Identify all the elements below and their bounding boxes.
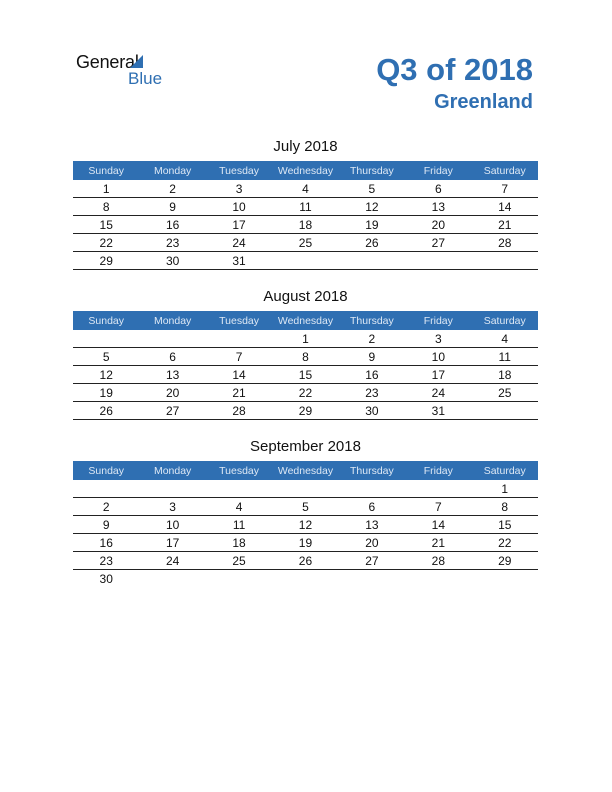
day-cell: 21 (431, 535, 445, 550)
month-title: July 2018 (273, 138, 338, 155)
week-row (73, 534, 538, 552)
brand-logo (76, 52, 176, 88)
day-cell: 3 (434, 331, 442, 346)
day-cell: 23 (365, 385, 379, 400)
day-cell: 1 (102, 181, 110, 196)
day-cell: 27 (431, 235, 445, 250)
day-cell: 25 (298, 235, 313, 250)
weekday-label: Sunday (88, 164, 125, 177)
week-row (73, 552, 538, 570)
week-row (73, 330, 538, 348)
logo-text-blue: Blue (128, 69, 163, 88)
weekday-label: Wednesday (277, 314, 334, 327)
day-cell: 26 (99, 403, 113, 418)
day-cell: 28 (498, 235, 512, 250)
day-cell: 16 (165, 217, 180, 232)
week-row (73, 402, 538, 420)
day-cell: 27 (165, 403, 180, 418)
day-cell: 14 (232, 367, 246, 382)
day-cell: 29 (498, 553, 512, 568)
day-cell: 18 (232, 535, 246, 550)
day-cell: 6 (169, 349, 176, 364)
day-cell: 7 (235, 349, 243, 364)
weekday-label: Tuesday (219, 314, 259, 327)
day-cell: 14 (498, 199, 512, 214)
weekday-label: Sunday (88, 314, 125, 327)
day-cell: 2 (169, 181, 176, 196)
day-cell: 15 (99, 217, 113, 232)
day-cell: 6 (434, 181, 442, 196)
day-cell: 26 (298, 553, 313, 568)
day-cell: 5 (302, 499, 309, 514)
day-cell: 13 (165, 367, 180, 382)
day-cell: 23 (165, 235, 180, 250)
weekday-label: Tuesday (219, 464, 259, 477)
week-row (73, 198, 538, 216)
week-row (73, 234, 538, 252)
month-calendar-july (73, 139, 538, 270)
day-cell: 22 (498, 535, 512, 550)
day-cell: 22 (298, 385, 313, 400)
weekday-label: Saturday (483, 314, 526, 327)
week-row (73, 516, 538, 534)
day-cell: 20 (431, 217, 445, 232)
day-cell: 9 (102, 517, 110, 532)
month-title: September 2018 (250, 438, 361, 455)
day-cell: 8 (302, 349, 309, 364)
week-row (73, 252, 538, 270)
day-cell: 24 (232, 235, 246, 250)
day-cell: 17 (232, 217, 246, 232)
day-cell: 24 (431, 385, 445, 400)
week-row (73, 498, 538, 516)
month-title: August 2018 (263, 288, 348, 305)
day-cell: 17 (431, 367, 445, 382)
logo-text-general: General (76, 52, 139, 72)
weekday-label: Thursday (350, 314, 394, 327)
day-cell: 15 (298, 367, 313, 382)
day-cell: 10 (232, 199, 246, 214)
day-cell: 13 (365, 517, 379, 532)
day-cell: 26 (365, 235, 379, 250)
day-cell: 29 (99, 253, 113, 268)
day-cell: 9 (368, 349, 376, 364)
day-cell: 7 (434, 499, 442, 514)
weekday-label: Wednesday (277, 464, 334, 477)
day-cell: 21 (498, 217, 512, 232)
day-cell: 3 (235, 181, 243, 196)
weekday-label: Saturday (483, 464, 526, 477)
day-cell: 18 (298, 217, 313, 232)
month-calendar-august (73, 289, 538, 420)
week-row (73, 570, 538, 587)
day-cell: 4 (501, 331, 509, 346)
day-cell: 31 (232, 253, 246, 268)
day-cell: 25 (232, 553, 246, 568)
day-cell: 12 (365, 199, 379, 214)
day-cell: 18 (498, 367, 512, 382)
day-cell: 17 (165, 535, 180, 550)
weekday-label: Saturday (483, 164, 526, 177)
day-cell: 28 (232, 403, 246, 418)
week-row (73, 366, 538, 384)
day-cell: 6 (368, 499, 376, 514)
day-cell: 16 (99, 535, 113, 550)
week-row (73, 216, 538, 234)
day-cell: 8 (501, 499, 509, 514)
weekday-label: Friday (423, 464, 453, 477)
day-cell: 30 (165, 253, 180, 268)
day-cell: 24 (165, 553, 180, 568)
day-cell: 28 (431, 553, 445, 568)
day-cell: 19 (99, 385, 113, 400)
day-cell: 14 (431, 517, 445, 532)
day-cell: 16 (365, 367, 379, 382)
day-cell: 22 (99, 235, 113, 250)
day-cell: 4 (235, 499, 243, 514)
weekday-label: Thursday (350, 164, 394, 177)
day-cell: 20 (365, 535, 379, 550)
day-cell: 25 (498, 385, 512, 400)
day-cell: 19 (365, 217, 379, 232)
weekday-header-row (73, 311, 538, 330)
day-cell: 7 (501, 181, 509, 196)
day-cell: 12 (99, 367, 113, 382)
day-cell: 29 (298, 403, 313, 418)
day-cell: 11 (232, 517, 246, 532)
day-cell: 5 (368, 181, 376, 196)
logo-triangle-icon (130, 55, 143, 68)
day-cell: 15 (498, 517, 512, 532)
weekday-label: Friday (423, 314, 453, 327)
day-cell: 20 (165, 385, 180, 400)
weekday-label: Wednesday (277, 164, 334, 177)
day-cell: 9 (169, 199, 176, 214)
weekday-label: Monday (153, 314, 192, 327)
day-cell: 1 (501, 481, 509, 496)
day-cell: 3 (169, 499, 176, 514)
weekday-header-row (73, 461, 538, 480)
week-row (73, 480, 538, 498)
day-cell: 1 (302, 331, 309, 346)
weekday-label: Tuesday (219, 164, 259, 177)
day-cell: 27 (365, 553, 379, 568)
day-cell: 2 (102, 499, 110, 514)
page-title: Q3 of 2018 (376, 52, 533, 87)
day-cell: 23 (99, 553, 113, 568)
weekday-label: Monday (153, 164, 192, 177)
day-cell: 4 (302, 181, 309, 196)
day-cell: 13 (431, 199, 445, 214)
weekday-label: Sunday (88, 464, 125, 477)
day-cell: 2 (368, 331, 376, 346)
week-row (73, 348, 538, 366)
day-cell: 10 (431, 349, 445, 364)
day-cell: 21 (232, 385, 246, 400)
day-cell: 19 (298, 535, 313, 550)
day-cell: 30 (365, 403, 379, 418)
week-row (73, 180, 538, 198)
day-cell: 12 (298, 517, 313, 532)
page-subtitle: Greenland (434, 91, 533, 113)
day-cell: 11 (299, 199, 312, 214)
day-cell: 10 (165, 517, 180, 532)
day-cell: 5 (102, 349, 110, 364)
weekday-label: Thursday (350, 464, 394, 477)
weekday-label: Friday (423, 164, 453, 177)
weekday-header-row (73, 161, 538, 180)
week-row (73, 384, 538, 402)
day-cell: 8 (102, 199, 110, 214)
day-cell: 30 (99, 571, 113, 586)
day-cell: 31 (431, 403, 445, 418)
weekday-label: Monday (153, 464, 192, 477)
day-cell: 11 (498, 349, 511, 364)
month-calendar-september (73, 439, 538, 587)
